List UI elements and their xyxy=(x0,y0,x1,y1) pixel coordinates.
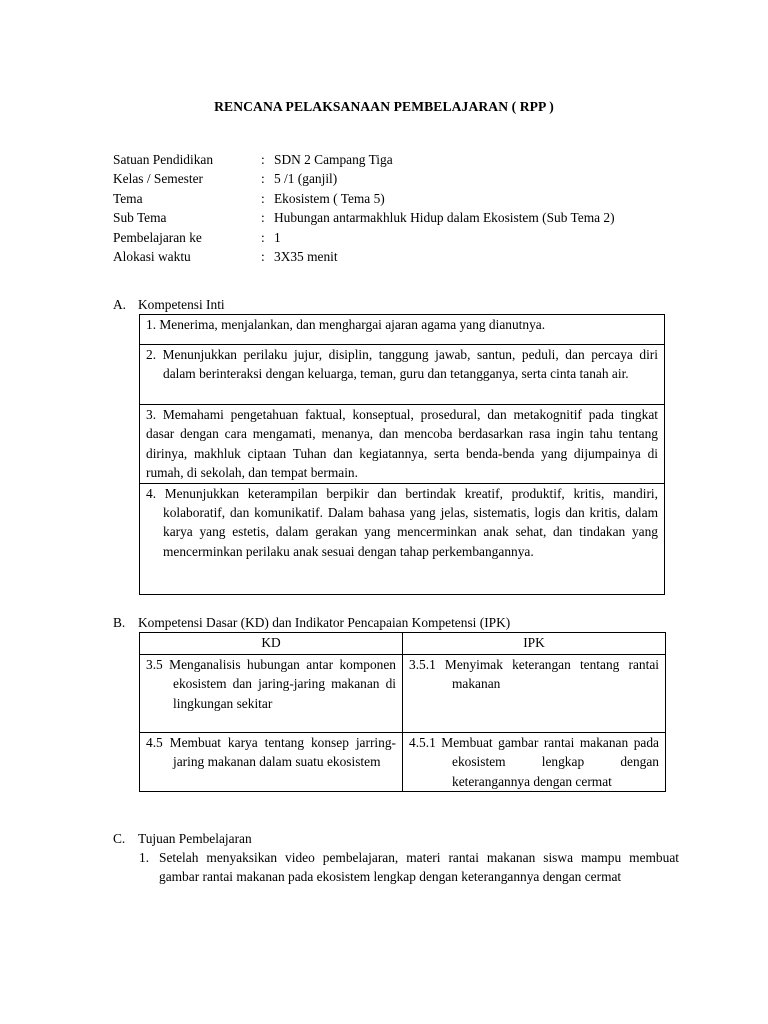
section-title: Kompetensi Inti xyxy=(138,297,225,312)
identity-value: 5 /1 (ganjil) xyxy=(274,171,338,187)
ki-item-2: 2. Menunjukkan perilaku jujur, disiplin, tanggung jawab, santun, peduli, dan percaya diri dalam berinteraksi dengan keluarga, teman, guru dan tetangganya, serta cinta tanah air. xyxy=(146,347,658,382)
identity-colon: : xyxy=(261,171,265,187)
table-cell xyxy=(403,733,666,792)
identity-value: Hubungan antarmakhluk Hidup dalam Ekosistem (Sub Tema 2) xyxy=(274,210,615,226)
identity-row-tema xyxy=(113,189,693,208)
table-header-row xyxy=(140,633,666,655)
section-a-heading xyxy=(113,295,225,314)
identity-row-kelas xyxy=(113,169,693,188)
document-title: RENCANA PELAKSANAAN PEMBELAJARAN ( RPP ) xyxy=(214,99,554,114)
ipk-text: 4.5.1 Membuat gambar rantai makanan pada ekosistem lengkap dengan keterangannya dengan cermat xyxy=(409,735,659,789)
identity-label: Tema xyxy=(113,190,143,206)
table-row xyxy=(140,483,665,594)
table-row xyxy=(140,655,666,733)
identity-row-satuan xyxy=(113,150,693,169)
identity-value: 1 xyxy=(274,229,281,245)
tujuan-list xyxy=(139,848,679,887)
identity-label: Pembelajaran ke xyxy=(113,229,202,245)
section-letter: A. xyxy=(113,297,127,312)
identity-label: Alokasi waktu xyxy=(113,248,191,264)
table-cell xyxy=(140,655,403,733)
table-row xyxy=(140,405,665,484)
section-title: Tujuan Pembelajaran xyxy=(138,831,252,846)
ki-item-1: 1. Menerima, menjalankan, dan menghargai ajaran agama yang dianutnya. xyxy=(140,315,665,345)
kd-ipk-table xyxy=(139,632,666,792)
identity-label: Satuan Pendidikan xyxy=(113,152,214,167)
identity-colon: : xyxy=(261,229,265,245)
identity-colon: : xyxy=(261,248,265,264)
section-letter: C. xyxy=(113,831,126,846)
section-letter: B. xyxy=(113,615,126,630)
ki-item-3: 3. Memahami pengetahuan faktual, konseptual, prosedural, dan metakognitif pada tingkat dasar dengan cara mengamati, menanya, dan mencoba berdasarkan rasa ingin tahu tentang dirinya, makhluk ciptaan Tuhan dan kegiatannya, serta benda-benda yang dijumpainya di rumah, di sekolah, dan tempat bermain. xyxy=(140,405,665,484)
ipk-text: 3.5.1 Menyimak keterangan tentang rantai makanan xyxy=(409,657,659,692)
identity-label: Sub Tema xyxy=(113,210,167,226)
table-cell xyxy=(403,655,666,733)
section-b-heading xyxy=(113,613,510,632)
column-header-kd: KD xyxy=(140,633,403,655)
ki-item-4: 4. Menunjukkan keterampilan berpikir dan bertindak kreatif, produktif, kritis, mandiri, kolaboratif, dan komunikatif. Dalam bahasa yang jelas, sistematis, logis dan kritis, dalam karya yang estetis, dalam gerakan yang mencerminkan anak sehat, dan tindakan yang mencerminkan perilaku anak sesuai dengan tahap perkembangannya. xyxy=(146,485,658,559)
identity-colon: : xyxy=(261,190,265,206)
table-cell xyxy=(140,483,665,594)
identity-colon: : xyxy=(261,152,265,167)
identity-label: Kelas / Semester xyxy=(113,171,203,187)
identity-row-subtema xyxy=(113,208,693,227)
section-c-heading xyxy=(113,829,252,848)
identity-value: Ekosistem ( Tema 5) xyxy=(274,190,385,206)
table-cell xyxy=(140,345,665,405)
kompetensi-inti-table xyxy=(139,314,665,595)
kd-text: 3.5 Menganalisis hubungan antar komponen ekosistem dan jaring-jaring makanan di lingkungan sekitar xyxy=(146,657,396,711)
table-row xyxy=(140,345,665,405)
identity-row-alokasi xyxy=(113,247,693,266)
identity-row-pembelajaran xyxy=(113,228,693,247)
list-item xyxy=(139,848,679,887)
list-item-number: 1. xyxy=(139,850,150,865)
table-cell xyxy=(140,733,403,792)
list-item-text: Setelah menyaksikan video pembelajaran, materi rantai makanan siswa mampu membuat gambar rantai makanan pada ekosistem lengkap dengan keterangannya dengan cermat xyxy=(159,850,679,885)
column-header-ipk: IPK xyxy=(403,633,666,655)
table-row xyxy=(140,733,666,792)
table-row xyxy=(140,315,665,345)
section-title: Kompetensi Dasar (KD) dan Indikator Pencapaian Kompetensi (IPK) xyxy=(138,615,511,630)
identity-block xyxy=(113,150,693,266)
identity-value: 3X35 menit xyxy=(274,248,338,264)
kd-text: 4.5 Membuat karya tentang konsep jarring-jaring makanan dalam suatu ekosistem xyxy=(146,735,396,770)
identity-value: SDN 2 Campang Tiga xyxy=(274,152,393,167)
identity-colon: : xyxy=(261,210,265,226)
